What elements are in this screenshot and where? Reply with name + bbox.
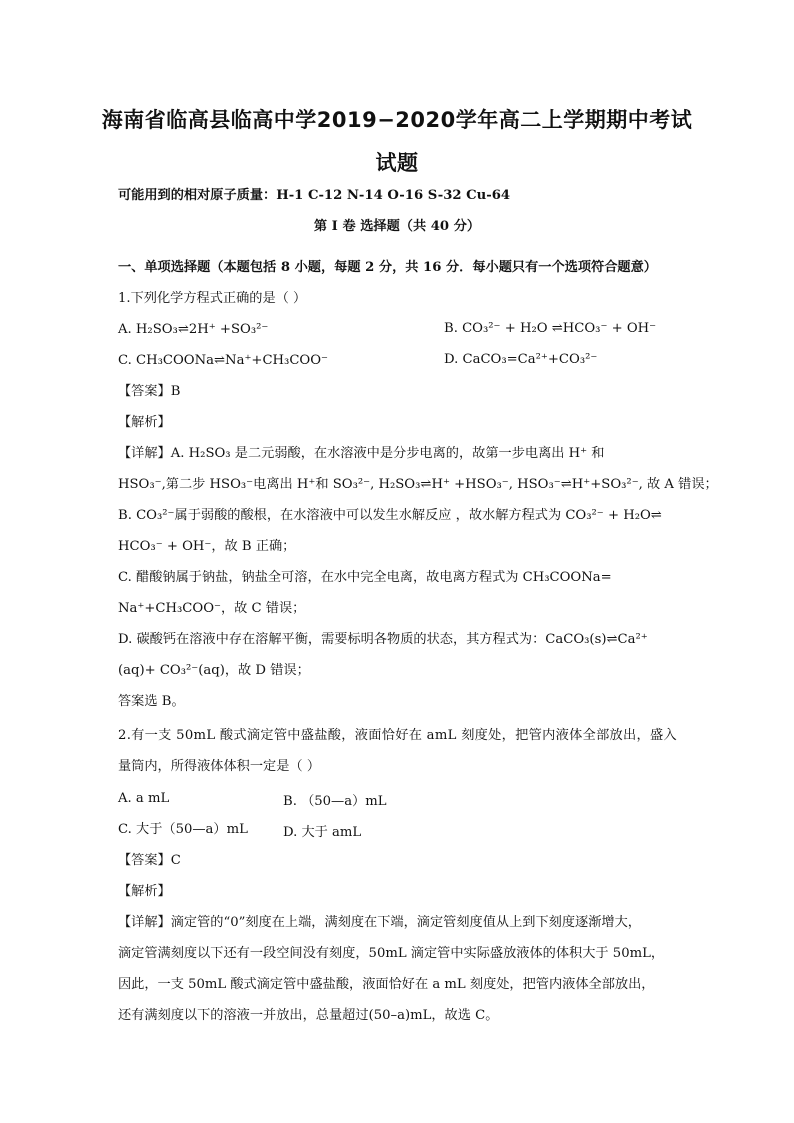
question-1-stem: 1.下列化学方程式正确的是（ ） <box>118 291 307 306</box>
question-1-analysis-label: 【解析】 <box>118 415 171 430</box>
question-2-analysis-label: 【解析】 <box>118 884 171 899</box>
section-title: 第 I 卷 选择题（共 40 分） <box>313 219 481 234</box>
question-1-detail-line: D. 碳酸钙在溶液中存在溶解平衡，需要标明各物质的状态，其方程式为：CaCO₃(s)⇌Ca²⁺ <box>118 632 648 647</box>
question-2-stem-continued: 量筒内，所得液体体积一定是（ ） <box>118 759 321 774</box>
question-1-detail-line: B. CO₃²⁻属于弱酸的酸根，在水溶液中可以发生水解反应 ，故水解方程式为 CO₃²⁻ + H₂O⇌ <box>118 508 662 523</box>
question-1-detail-line: HCO₃⁻ + OH⁻，故 B 正确； <box>118 539 296 554</box>
question-1-option-c: C. CH₃COONa⇌Na⁺+CH₃COO⁻ <box>118 353 329 368</box>
question-1-option-b: B. CO₃²⁻ + H₂O ⇌HCO₃⁻ + OH⁻ <box>444 321 657 336</box>
question-2-option-a: A. a mL <box>118 791 170 806</box>
question-1-answer: 【答案】B <box>118 384 181 399</box>
question-1-conclusion: 答案选 B。 <box>118 694 185 709</box>
question-2-detail-line: 滴定管满刻度以下还有一段空间没有刻度，50mL 滴定管中实际盛放液体的体积大于 50mL， <box>118 946 665 961</box>
question-2-detail-line: 因此，一支 50mL 酸式滴定管中盛盐酸，液面恰好在 a mL 刻度处，把管内液体全部放出， <box>118 977 655 992</box>
document-title-continued: 试题 <box>375 151 419 175</box>
question-1-detail-line: Na⁺+CH₃COO⁻，故 C 错误； <box>118 601 306 616</box>
question-2-option-c: C. 大于（50—a）mL <box>118 822 248 837</box>
question-2-option-b: B. （50—a）mL <box>283 794 387 809</box>
question-2-detail-line: 还有满刻度以下的溶液一并放出，总量超过(50–a)mL，故选 C。 <box>118 1008 499 1023</box>
atomic-masses-note: 可能用到的相对原子质量：H-1 C-12 N-14 O-16 S-32 Cu-64 <box>118 188 511 203</box>
question-1-detail-line: (aq)+ CO₃²⁻(aq)，故 D 错误； <box>118 663 310 678</box>
question-1-detail-line: HSO₃⁻,第二步 HSO₃⁻电离出 H⁺和 SO₃²⁻, H₂SO₃⇌H⁺ +HSO₃⁻, HSO₃⁻⇌H⁺+SO₃²⁻, 故 A 错误； <box>118 477 718 492</box>
document-title: 海南省临高县临高中学2019−2020学年高二上学期期中考试 <box>101 108 693 132</box>
question-2-option-d: D. 大于 amL <box>283 825 362 840</box>
question-1-option-a: A. H₂SO₃⇌2H⁺ +SO₃²⁻ <box>118 322 269 337</box>
part-header: 一、单项选择题（本题包括 8 小题，每题 2 分，共 16 分．每小题只有一个选项符合题意） <box>118 260 657 275</box>
question-2-detail-line: 【详解】滴定管的“0”刻度在上端，满刻度在下端，滴定管刻度值从上到下刻度逐渐增大， <box>118 915 641 930</box>
question-1-option-d: D. CaCO₃=Ca²⁺+CO₃²⁻ <box>444 352 598 367</box>
question-1-detail-line: 【详解】A. H₂SO₃ 是二元弱酸，在水溶液中是分步电离的，故第一步电离出 H⁺ 和 <box>118 446 605 461</box>
question-2-answer: 【答案】C <box>118 853 181 868</box>
question-2-stem: 2.有一支 50mL 酸式滴定管中盛盐酸，液面恰好在 amL 刻度处，把管内液体全部放出，盛入 <box>118 728 677 743</box>
question-1-detail-line: C. 醋酸钠属于钠盐，钠盐全可溶，在水中完全电离，故电离方程式为 CH₃COONa= <box>118 570 612 585</box>
